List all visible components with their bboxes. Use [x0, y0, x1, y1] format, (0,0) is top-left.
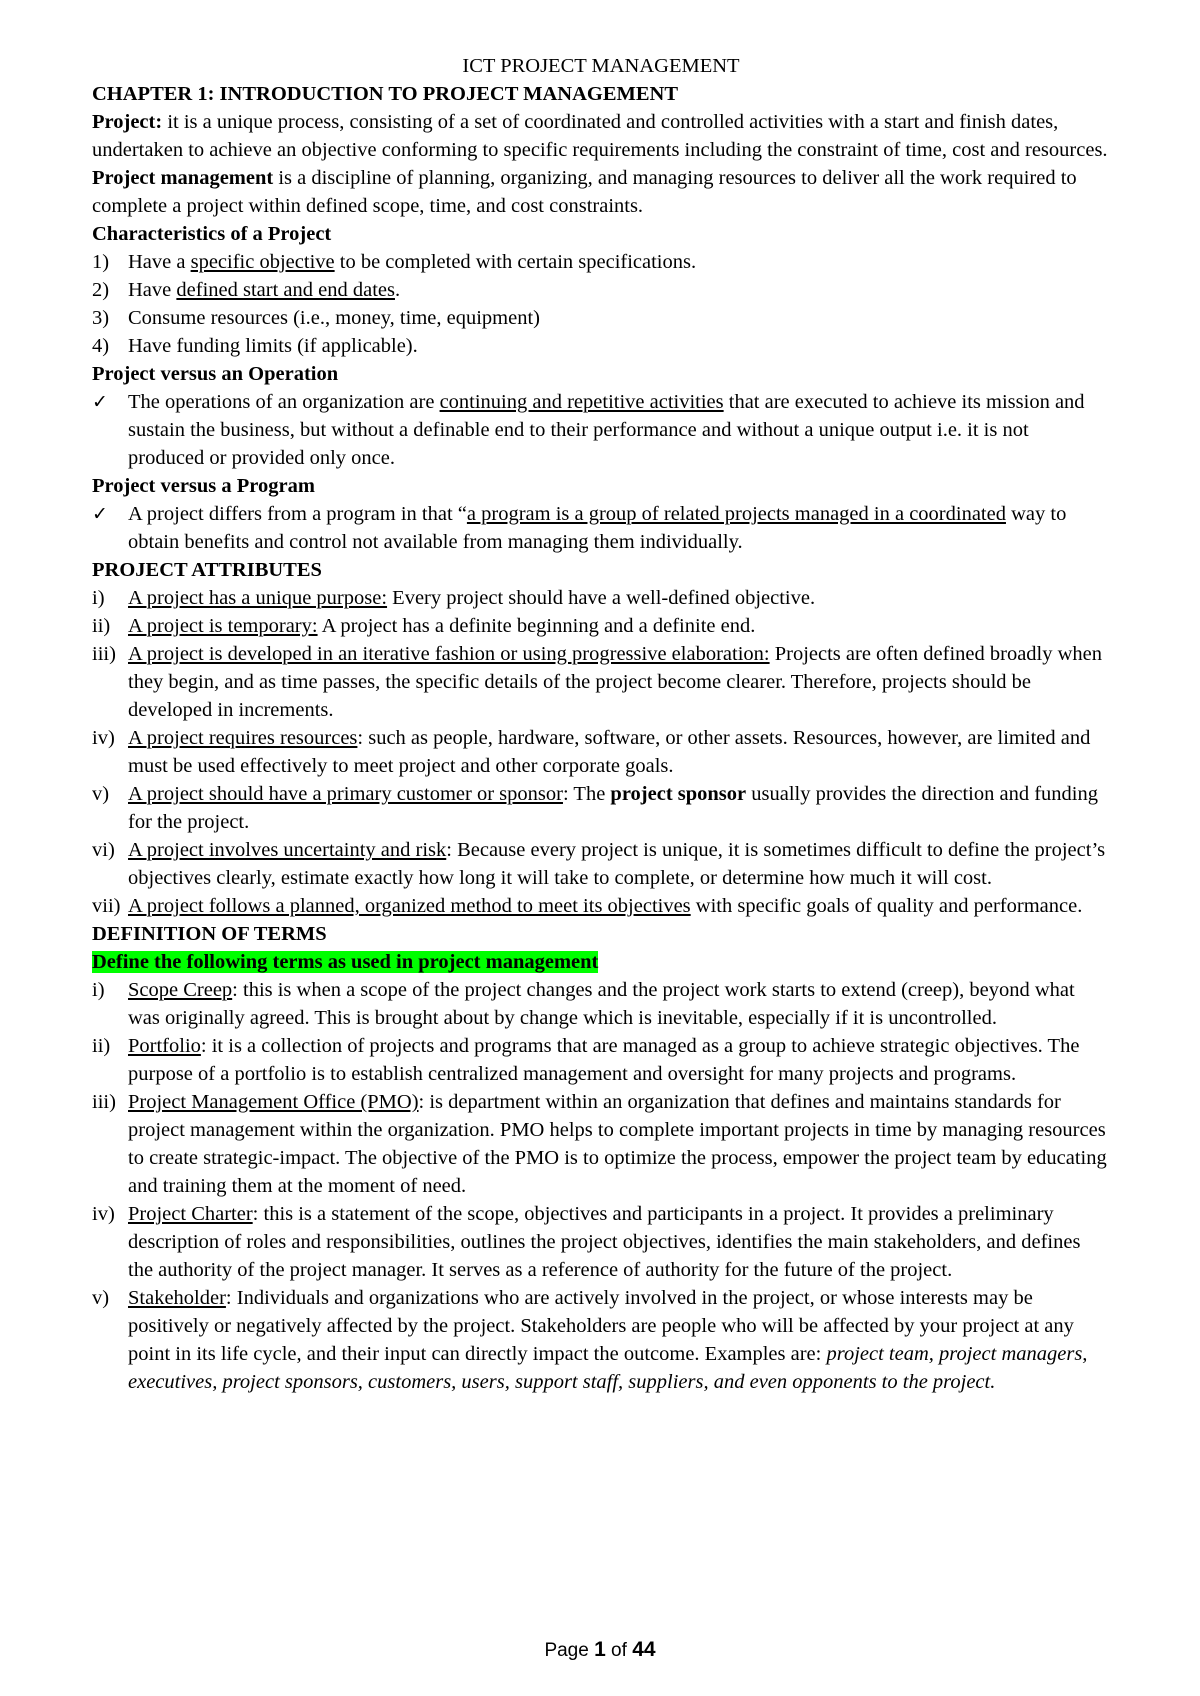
checkmark-icon: ✓ — [92, 503, 108, 525]
list-item: 1) Have a specific objective to be completed with certain specifications. — [92, 251, 697, 273]
list-item: 2) Have defined start and end dates. — [92, 279, 401, 301]
chapter-heading: CHAPTER 1: INTRODUCTION TO PROJECT MANAGEMENT — [92, 83, 679, 105]
list-item: vii) A project follows a planned, organized method to meet its objectives with specific goals of quality and performance. — [92, 895, 1083, 917]
terms-heading: DEFINITION OF TERMS — [92, 923, 327, 945]
operation-item: ✓ The operations of an organization are continuing and repetitive activities that are executed to achieve its mission and sustain the business, but without a definable end to their performance and without a unique output i.e. it is not produced or provided only once. — [92, 388, 1110, 472]
list-item: v) Stakeholder: Individuals and organizations who are actively involved in the project, or whose interests may be positively or negatively affected by the project. Stakeholders are people who will be affected by your project at any point in its life cycle, and their input can directly impact the outcome. Examples are: project team, project managers, executives, project sponsors, customers, users, support staff, suppliers, and even opponents to the project. — [92, 1287, 1088, 1393]
pm-text: is a discipline of planning, organizing, and managing resources to deliver all the work required to complete a project within defined scope, time, and cost constraints. — [92, 167, 1077, 217]
list-item: iii) Project Management Office (PMO): is department within an organization that defines and maintains standards for project management within the organization. PMO helps to complete important projects in time by managing resources to create strategic-impact. The objective of the PMO is to optimize the process, empower the project team by educating and training them at the moment of need. — [92, 1091, 1107, 1197]
pm-definition — [92, 164, 1110, 220]
characteristics-list — [92, 248, 1110, 360]
project-term: Project: — [92, 111, 163, 133]
attributes-list — [92, 584, 1110, 920]
project-text: it is a unique process, consisting of a set of coordinated and controlled activities with a start and finish dates, undertaken to achieve an objective conforming to specific requirements including the constraint of time, cost and resources. — [92, 111, 1108, 161]
checkmark-icon: ✓ — [92, 391, 108, 413]
list-item: iii) A project is developed in an iterative fashion or using progressive elaboration: Projects are often defined broadly when they begin, and as time passes, the specific details of the project become clearer. Therefore, projects should be developed in increments. — [92, 643, 1103, 721]
pm-term: Project management — [92, 167, 274, 189]
program-heading: Project versus a Program — [92, 475, 315, 497]
terms-list — [92, 976, 1110, 1396]
list-item: ii) A project is temporary: A project has a definite beginning and a definite end. — [92, 615, 756, 637]
page-footer: Page 1 of 44 — [544, 1638, 656, 1661]
operation-heading: Project versus an Operation — [92, 363, 339, 385]
list-item: i) A project has a unique purpose: Every project should have a well-defined objective. — [92, 587, 816, 609]
attributes-heading: PROJECT ATTRIBUTES — [92, 559, 322, 581]
list-item: iv) A project requires resources: such as people, hardware, software, or other assets. Resources, however, are limited and must be used effectively to meet project and other corporate goals. — [92, 727, 1091, 777]
list-item: v) A project should have a primary customer or sponsor: The project sponsor usually provides the direction and funding for the project. — [92, 783, 1098, 833]
characteristics-heading: Characteristics of a Project — [92, 223, 332, 245]
program-item: ✓ A project differs from a program in that “a program is a group of related projects managed in a coordinated way to obtain benefits and control not available from managing them individually. — [92, 500, 1110, 556]
list-item: ii) Portfolio: it is a collection of projects and programs that are managed as a group to achieve strategic objectives. The purpose of a portfolio is to establish centralized management and oversight for many projects and programs. — [92, 1035, 1080, 1085]
highlighted-instruction: Define the following terms as used in project management — [92, 951, 599, 973]
project-definition — [92, 108, 1110, 164]
list-item: i) Scope Creep: this is when a scope of the project changes and the project work starts to extend (creep), beyond what was originally agreed. This is brought about by change which is inevitable, especially if it is uncontrolled. — [92, 979, 1075, 1029]
list-item: 4) Have funding limits (if applicable). — [92, 335, 418, 357]
document-title: ICT PROJECT MANAGEMENT — [462, 55, 740, 77]
list-item: 3) Consume resources (i.e., money, time, equipment) — [92, 307, 540, 329]
list-item: vi) A project involves uncertainty and risk: Because every project is unique, it is sometimes difficult to define the project’s objectives clearly, estimate exactly how long it will take to complete, or determine how much it will cost. — [92, 839, 1106, 889]
list-item: iv) Project Charter: this is a statement of the scope, objectives and participants in a project. It provides a preliminary description of roles and responsibilities, outlines the project objectives, identifies the main stakeholders, and defines the authority of the project manager. It serves as a reference of authority for the future of the project. — [92, 1203, 1081, 1281]
